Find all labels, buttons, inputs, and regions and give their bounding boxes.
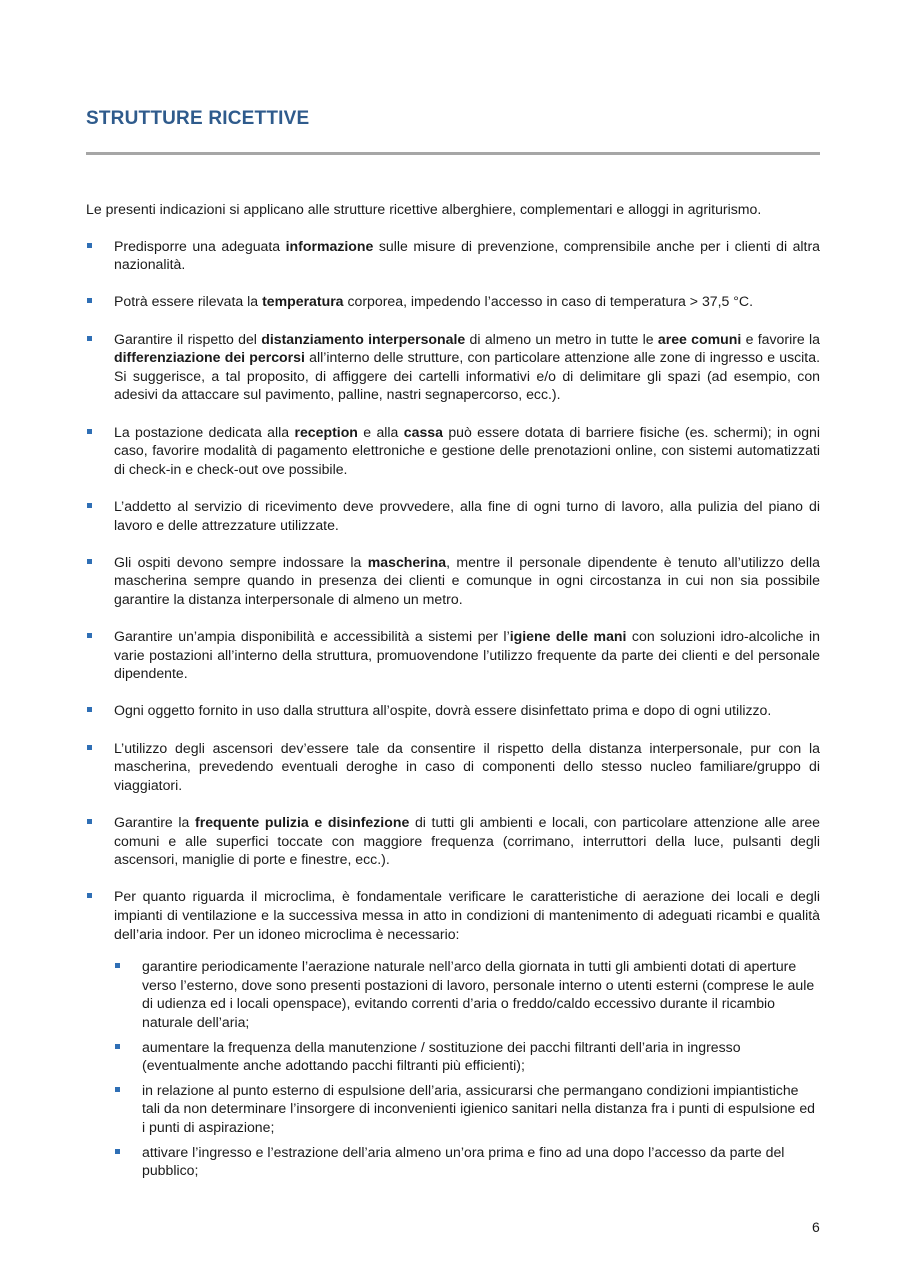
guideline-list bbox=[86, 237, 820, 1180]
list-item bbox=[86, 627, 820, 683]
sub-list-item: in relazione al punto esterno di espulsione dell’aria, assicurarsi che permangano condizioni impiantistiche tali da non determinare l’insorgere di inconvenienti igienico sanitari nella distanza fra i punti di espulsione ed i punti di aspirazione; bbox=[114, 1081, 820, 1137]
text-run: sulle misure di prevenzione, comprensibile anche per i clienti di altra nazionalità. bbox=[114, 237, 820, 273]
bold-keyword: mascherina bbox=[367, 553, 447, 570]
sub-list-item: attivare l’ingresso e l’estrazione dell’aria almeno un’ora prima e fino ad una dopo l’accesso da parte del pubblico; bbox=[114, 1143, 820, 1180]
title-divider bbox=[86, 152, 820, 155]
text-run: Predisporre una adeguata bbox=[114, 237, 286, 254]
text-run: può essere dotata di barriere fisiche (es. schermi); in ogni caso, favorire modalità di pagamento elettroniche e gestione delle prenotazioni online, con sistemi automatizzati di check-in e check-out ove possibile. bbox=[114, 423, 821, 477]
text-run: , mentre il personale dipendente è tenuto all’utilizzo della mascherina sempre quando in presenza dei clienti e comunque in ogni circostanza in cui non sia possibile garantire la distanza interpersonale di almeno un metro. bbox=[114, 553, 821, 607]
text-run: L’utilizzo degli ascensori dev’essere tale da consentire il rispetto della distanza interpersonale, pur con la mascherina, prevedendo eventuali deroghe in caso di componenti dello stesso nucleo familiare/gruppo di viaggiatori. bbox=[114, 739, 820, 793]
list-item bbox=[86, 330, 820, 404]
list-item bbox=[86, 701, 820, 720]
document-body bbox=[86, 200, 820, 1198]
intro-paragraph: Le presenti indicazioni si applicano alle strutture ricettive alberghiere, complementari e alloggi in agriturismo. bbox=[86, 201, 762, 217]
page-title: STRUTTURE RICETTIVE bbox=[86, 108, 310, 129]
text-run: Garantire la bbox=[114, 814, 196, 830]
text-run: La postazione dedicata alla bbox=[114, 423, 295, 440]
text-run: Garantire il rispetto del bbox=[114, 330, 262, 347]
bold-keyword: aree comuni bbox=[657, 330, 742, 347]
text-run: Per quanto riguarda il microclima, è fondamentale verificare le caratteristiche di aerazione dei locali e degli impianti di ventilazione e la successiva messa in atto in condizioni di mantenimento di adeguati ricambi e qualità dell’aria indoor. Per un idoneo microclima è necessario: bbox=[114, 888, 820, 942]
text-run: all’interno delle strutture, con particolare attenzione alle zone di ingresso e uscita. Si suggerisce, a tal proposito, di affiggere dei cartelli informativi e/o di delimitare gli spazi (ad esempio, con adesivi da attaccare sul pavimento, palline, nastri segnapercorso, ecc.). bbox=[114, 349, 820, 403]
bold-keyword: distanziamento interpersonale bbox=[261, 330, 466, 347]
text-run: L’addetto al servizio di ricevimento deve provvedere, alla fine di ogni turno di lavoro, alla pulizia del piano di lavoro e delle attrezzature utilizzate. bbox=[114, 497, 820, 533]
text-run: con soluzioni idro-alcoliche in varie postazioni all’interno della struttura, promuovendone l’utilizzo frequente da parte dei clienti e del personale dipendente. bbox=[114, 628, 820, 682]
text-run: e alla bbox=[357, 423, 404, 440]
list-item bbox=[86, 292, 820, 311]
bold-keyword: temperatura bbox=[262, 293, 344, 310]
list-item bbox=[86, 887, 820, 1179]
list-item bbox=[86, 553, 820, 609]
bold-keyword: cassa bbox=[403, 423, 443, 440]
text-run: Potrà essere rilevata la bbox=[114, 293, 263, 310]
list-item bbox=[86, 813, 820, 869]
bold-keyword: frequente pulizia e disinfezione bbox=[195, 814, 410, 830]
bold-keyword: informazione bbox=[285, 237, 374, 254]
list-item bbox=[86, 423, 820, 479]
text-run: Garantire un’ampia disponibilità e accessibilità a sistemi per l’ bbox=[114, 628, 510, 645]
page-number: 6 bbox=[812, 1219, 820, 1235]
text-run: corporea, impedendo l’accesso in caso di temperatura > 37,5 °C. bbox=[343, 293, 754, 310]
text-run: Gli ospiti devono sempre indossare la bbox=[114, 553, 368, 570]
list-item bbox=[86, 739, 820, 795]
text-run: Ogni oggetto fornito in uso dalla struttura all’ospite, dovrà essere disinfettato prima e dopo di ogni utilizzo. bbox=[114, 702, 772, 719]
sub-list-item: garantire periodicamente l’aerazione naturale nell’arco della giornata in tutti gli ambienti dotati di aperture verso l’esterno, dove sono presenti postazioni di lavoro, personale interno o utenti esterni (comprese le aule di udienza ed i locali openspace), evitando correnti d’aria o freddo/caldo eccessivo durante il ricambio naturale dell’aria; bbox=[114, 957, 820, 1031]
list-item bbox=[86, 497, 820, 534]
sub-list bbox=[114, 957, 820, 1180]
bold-keyword: reception bbox=[294, 423, 358, 440]
text-run: e favorire la bbox=[741, 330, 821, 347]
text-run: di tutti gli ambienti e locali, con particolare attenzione alle aree comuni e alle superfici toccate con maggiore frequenza (corrimano, interruttori della luce, pulsanti degli ascensori, maniglie di porte e finestre, ecc.). bbox=[114, 814, 821, 868]
text-run: di almeno un metro in tutte le bbox=[465, 330, 658, 347]
bold-keyword: igiene delle mani bbox=[509, 628, 627, 645]
sub-list-item: aumentare la frequenza della manutenzione / sostituzione dei pacchi filtranti dell’aria in ingresso (eventualmente anche adottando pacchi filtranti più efficienti); bbox=[114, 1038, 820, 1075]
bold-keyword: differenziazione dei percorsi bbox=[114, 349, 305, 366]
list-item bbox=[86, 237, 820, 274]
